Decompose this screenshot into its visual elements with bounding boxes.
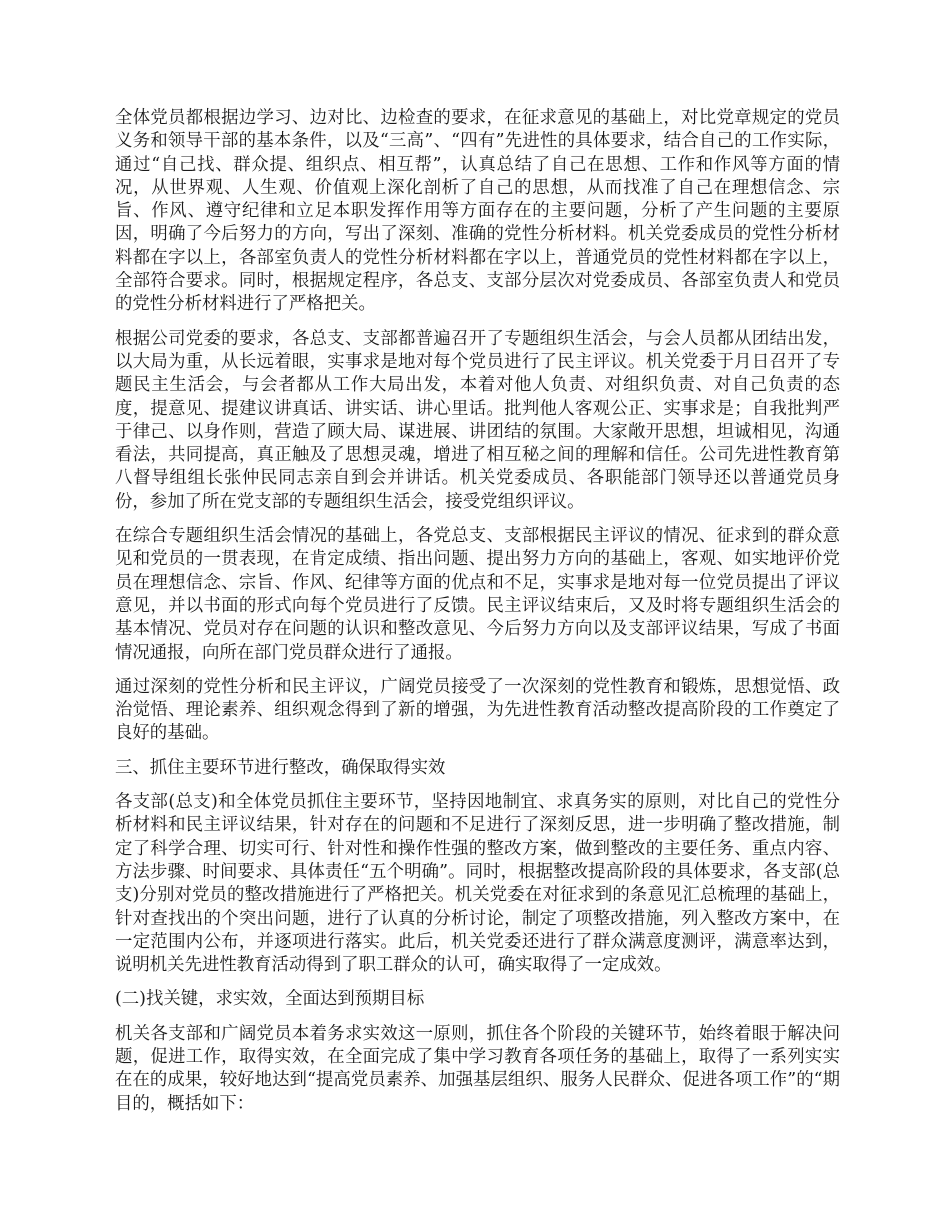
section-heading-rectification: 三、抓住主要环节进行整改，确保取得实效	[115, 757, 446, 778]
paragraph-democratic-review: 在综合专题组织生活会情况的基础上，各党总支、支部根据民主评议的情况、征求到的群众意见和党员的一贯表现，在肯定成绩、指出问题、提出努力方向的基础上，客观、如实地评价党员在理想信念、宗旨、作风、纪律等方面的优点和不足，实事求是地对每一位党员提出了评议意见，并以书面的形式向每个党员进行了反馈。民主评议结束后，又及时将专题组织生活会的基本情况、党员对存在问题的认识和整改意见、今后努力方向以及支部评议结果，写成了书面情况通报，向所在部门党员群众进行了通报。	[115, 526, 840, 663]
paragraph-organization-meeting: 根据公司党委的要求，各总支、支部都普遍召开了专题组织生活会，与会人员都从团结出发，以大局为重，从长远着眼，实事求是地对每个党员进行了民主评议。机关党委于月日召开了专题民主生活会，与会者都从工作大局出发，本着对他人负责、对组织负责、对自己负责的态度，提意见、提建议讲真话、讲实话、讲心里话。批判他人客观公正、实事求是；自我批判严于律己、以身作则，营造了顾大局、谋进展、讲团结的氛围。大家敞开思想，坦诚相见，沟通看法，共同提高，真正触及了思想灵魂，增进了相互秘之间的理解和信任。公司先进性教育第八督导组组长张仲民同志亲自到会并讲话。机关党委成员、各职能部门领导还以普通党员身份，参加了所在党支部的专题组织生活会，接受党组织评议。	[115, 328, 840, 512]
paragraph-party-analysis: 全体党员都根据边学习、边对比、边检查的要求，在征求意见的基础上，对比党章规定的党员义务和领导干部的基本条件，以及“三高”、“四有”先进性的具体要求，结合自己的工作实际，通过“自己找、群众提、组织点、相互帮”，认真总结了自己在思想、工作和作风等方面的情况，从世界观、人生观、价值观上深化剖析了自己的思想，从而找准了自己在理想信念、宗旨、作风、遵守纪律和立足本职发挥作用等方面存在的主要问题，分析了产生问题的主要原因，明确了今后努力的方向，写出了深刻、准确的党性分析材料。机关党委成员的党性分析材料都在字以上，各部室负责人的党性分析材料都在字以上，普通党员的党性材料都在字以上，全部符合要求。同时，根据规定程序，各总支、支部分层次对党委成员、各部室负责人和党员的党性分析材料进行了严格把关。	[115, 108, 840, 315]
document-body	[115, 107, 840, 1127]
paragraph-results-summary: 机关各支部和广阔党员本着务求实效这一原则，抓住各个阶段的关键环节，始终着眼于解决问题，促进工作，取得实效，在全面完成了集中学习教育各项任务的基础上，取得了一系列实实在在的成果，较好地达到“提高党员素养、加强基层组织、服务人民群众、促进各项工作”的“期目的，概括如下：	[115, 1023, 840, 1114]
section-heading-key-results: (二)找关键，求实效，全面达到预期目标	[115, 989, 425, 1010]
paragraph-rectification-measures: 各支部(总支)和全体党员抓住主要环节，坚持因地制宜、求真务实的原则，对比自己的党性分析材料和民主评议结果，针对存在的问题和不足进行了深刻反思，进一步明确了整改措施，制定了科学合理、切实可行、针对性和操作性强的整改方案，做到整改的主要任务、重点内容、方法步骤、时间要求、具体责任“五个明确”。同时，根据整改提高阶段的具体要求，各支部(总支)分别对党员的整改措施进行了严格把关。机关党委在对征求到的条意见汇总梳理的基础上，针对查找出的个突出问题，进行了认真的分析讨论，制定了项整改措施，列入整改方案中，在一定范围内公布，并逐项进行落实。此后，机关党委还进行了群众满意度测评，满意率达到，说明机关先进性教育活动得到了职工群众的认可，确实取得了一定成效。	[115, 792, 840, 976]
paragraph-party-education-result: 通过深刻的党性分析和民主评议，广阔党员接受了一次深刻的党性教育和锻炼，思想觉悟、政治觉悟、理论素养、组织观念得到了新的增强，为先进性教育活动整改提高阶段的工作奠定了良好的基础。	[115, 676, 840, 744]
